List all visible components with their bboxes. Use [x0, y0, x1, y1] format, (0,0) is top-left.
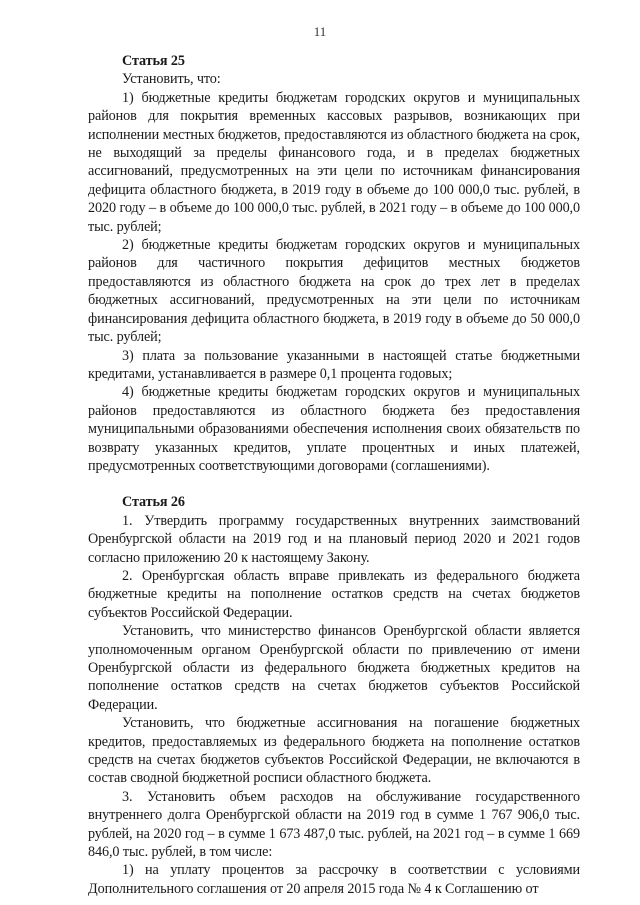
article-26-point-3-sub-1: 1) на уплату процентов за рассрочку в соответствии с условиями Дополнительного соглашения от 20 апреля 2015 года № 4 к Соглашению от: [88, 862, 580, 897]
document-body: [88, 52, 580, 898]
article-26-point-1: 1. Утвердить программу государственных внутренних заимствований Оренбургской области на 2019 год и на плановый период 2020 и 2021 годов согласно приложению 20 к настоящему Закону.: [88, 512, 580, 566]
article-25-item-4: 4) бюджетные кредиты бюджетам городских округов и муниципальных районов предоставляются из областного бюджета без предоставления муниципальными образованиями обеспечения исполнения своих обязательств по возврату указанных кредитов, уплате процентных и иных платежей, предусмотренных соответствующими договорами (соглашениями).: [88, 384, 580, 474]
article-25-intro: Установить, что:: [122, 71, 221, 88]
article-26-point-2-exclusion: Установить, что бюджетные ассигнования на погашение бюджетных кредитов, предоставляемых из федерального бюджета на пополнение остатков средств на счетах бюджетов субъектов Российской Федерации, не включаются в состав сводной бюджетной росписи областного бюджета.: [88, 715, 580, 787]
article-25-item-2: 2) бюджетные кредиты бюджетам городских округов и муниципальных районов для частичного покрытия дефицитов местных бюджетов предоставляются из областного бюджета на срок до трех лет в пределах бюджетных ассигнований, предусмотренных на эти цели по источникам финансирования дефицита областного бюджета, в 2019 году в объеме до 50 000,0 тыс. рублей;: [88, 237, 580, 346]
article-25: [88, 52, 580, 475]
article-26-title: Статья 26: [122, 494, 185, 511]
article-26-point-2-authority: Установить, что министерство финансов Оренбургской области является уполномоченным органом Оренбургской области по привлечению от имени Оренбургской области из федерального бюджета бюджетных кредитов на пополнение остатков средств на счетах бюджетов субъектов Российской Федерации.: [88, 623, 580, 713]
page-number: 11: [313, 24, 327, 39]
article-26: [88, 493, 580, 898]
article-25-title: Статья 25: [122, 53, 185, 69]
article-spacer: [88, 475, 580, 493]
article-25-item-1: 1) бюджетные кредиты бюджетам городских округов и муниципальных районов для покрытия временных кассовых разрывов, возникающих при исполнении местных бюджетов, предоставляются из областного бюджета на срок, не выходящий за пределы финансового года, и в пределах бюджетных ассигнований, предусмотренных на эти цели по источникам финансирования дефицита областного бюджета, в 2019 году в объеме до 100 000,0 тыс. рублей, в 2020 году – в объеме до 100 000,0 тыс. рублей, в 2021 году – в объеме до 100 000,0 тыс. рублей;: [88, 89, 580, 235]
article-26-point-3: 3. Установить объем расходов на обслуживание государственного внутреннего долга Оренбургской области на 2019 год в сумме 1 767 906,0 тыс. рублей, на 2020 год – в сумме 1 673 487,0 тыс. рублей, на 2021 год – в сумме 1 669 846,0 тыс. рублей, в том числе:: [88, 788, 580, 861]
article-25-item-3: 3) плата за пользование указанными в настоящей статье бюджетными кредитами, устанавливается в размере 0,1 процента годовых;: [88, 347, 580, 382]
article-26-point-2: 2. Оренбургская область вправе привлекать из федерального бюджета бюджетные кредиты на пополнение остатков средств на счетах бюджетов субъектов Российской Федерации.: [88, 567, 580, 621]
